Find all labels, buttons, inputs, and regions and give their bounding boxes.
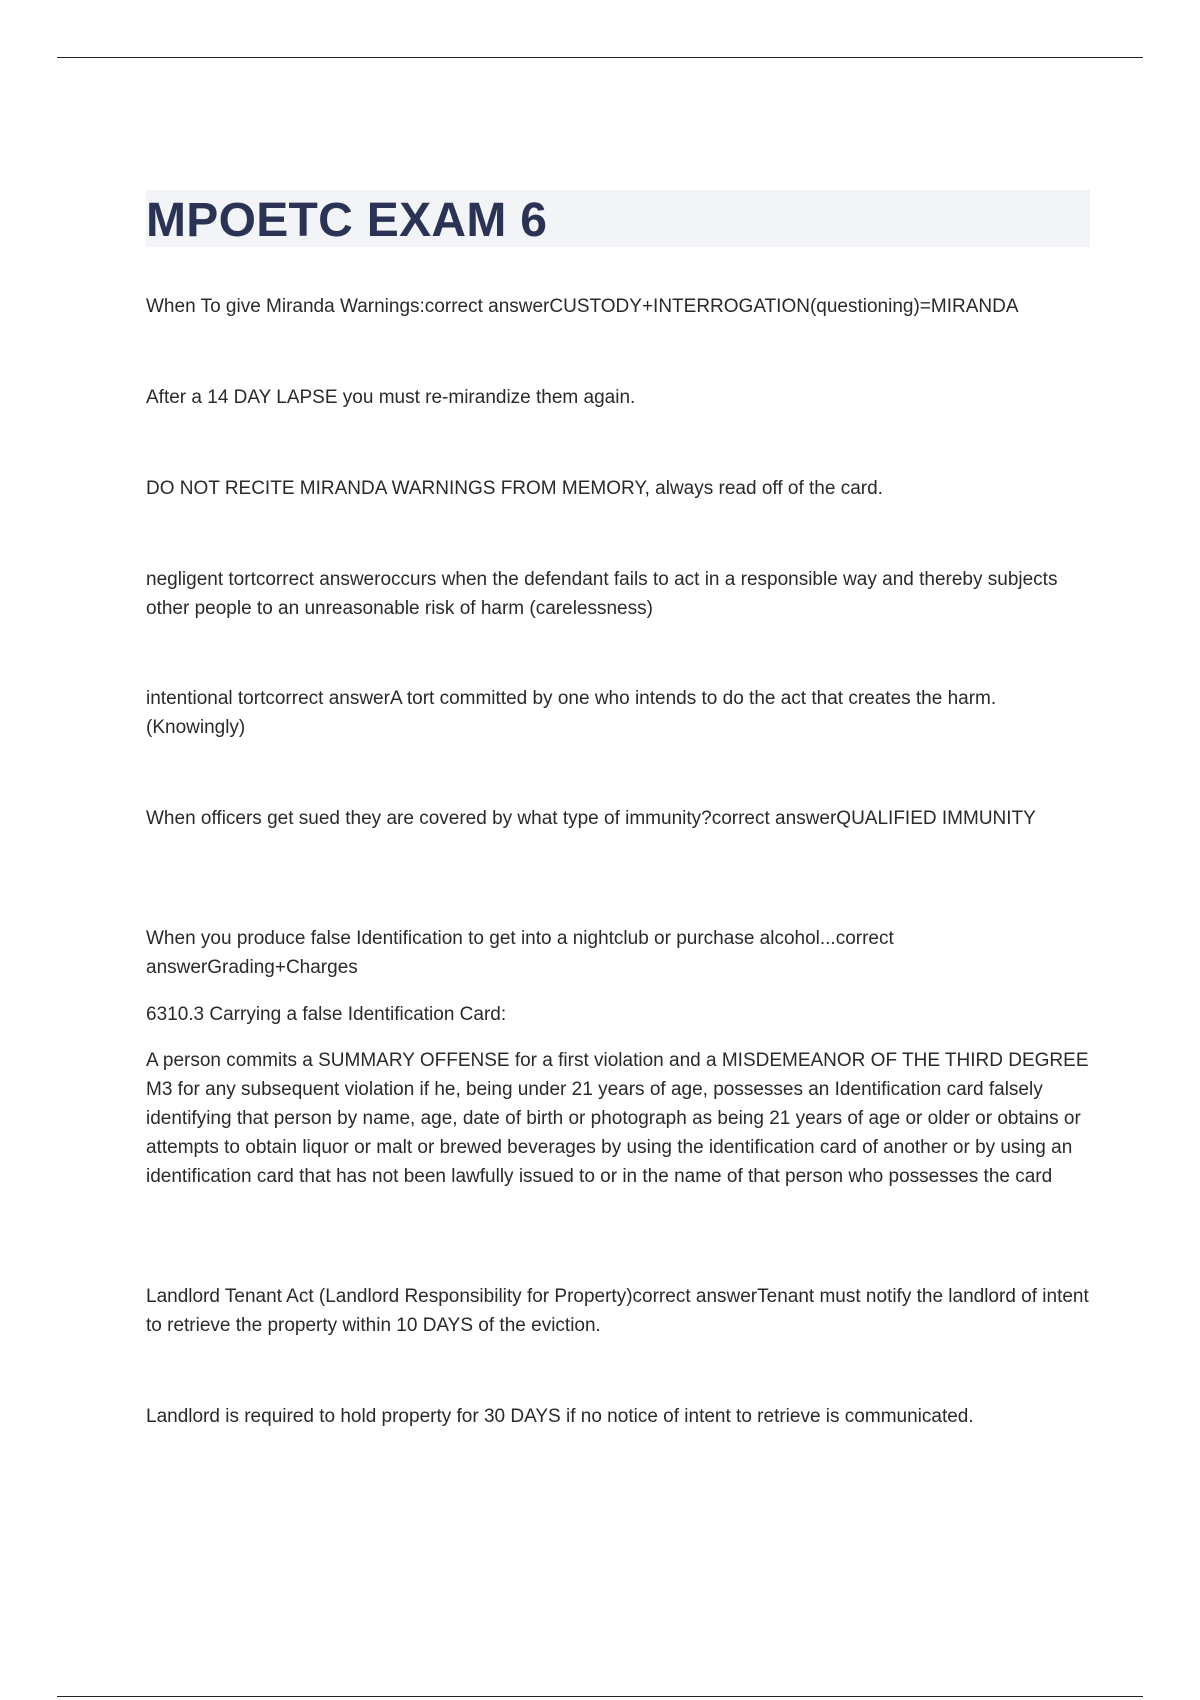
page-title: MPOETC EXAM 6 — [146, 194, 548, 247]
paragraph-landlord-30-days: Landlord is required to hold property for 30 DAYS if no notice of intent to retrieve is communicated. — [146, 1406, 974, 1427]
paragraph-intentional-tort: intentional tortcorrect answerA tort committed by one who intends to do the act that creates the harm. (Knowingly) — [146, 688, 997, 738]
paragraph-qualified-immunity: When officers get sued they are covered by what type of immunity?correct answerQUALIFIED IMMUNITY — [146, 808, 1036, 829]
paragraph-negligent-tort: negligent tortcorrect answeroccurs when the defendant fails to act in a responsible way and thereby subjects other people to an unreasonable risk of harm (carelessness) — [146, 569, 1058, 619]
paragraph-miranda-when: When To give Miranda Warnings:correct answerCUSTODY+INTERROGATION(questioning)=MIRANDA — [146, 296, 1019, 317]
paragraph-6310-text: A person commits a SUMMARY OFFENSE for a first violation and a MISDEMEANOR OF THE THIRD DEGREE M3 for any subsequent violation if he, being under 21 years of age, possesses an Identification card falsely identifying that person by name, age, date of birth or photograph as being 21 years of age or older or obtains or attempts to obtain liquor or malt or brewed beverages by using the identification card of another or by using an identification card that has not been lawfully issued to or in the name of that person who possesses the card — [146, 1050, 1089, 1187]
bottom-rule — [57, 1696, 1143, 1697]
paragraph-false-id: When you produce false Identification to get into a nightclub or purchase alcohol...correct answerGrading+Charges — [146, 928, 894, 978]
paragraph-recite-from-card: DO NOT RECITE MIRANDA WARNINGS FROM MEMORY, always read off of the card. — [146, 478, 883, 499]
paragraph-6310-heading: 6310.3 Carrying a false Identification Card: — [146, 1004, 507, 1025]
paragraph-landlord-tenant-act: Landlord Tenant Act (Landlord Responsibility for Property)correct answerTenant must notify the landlord of intent to retrieve the property within 10 DAYS of the eviction. — [146, 1286, 1089, 1336]
top-rule — [57, 57, 1143, 58]
paragraph-14-day-lapse: After a 14 DAY LAPSE you must re-mirandize them again. — [146, 387, 636, 408]
